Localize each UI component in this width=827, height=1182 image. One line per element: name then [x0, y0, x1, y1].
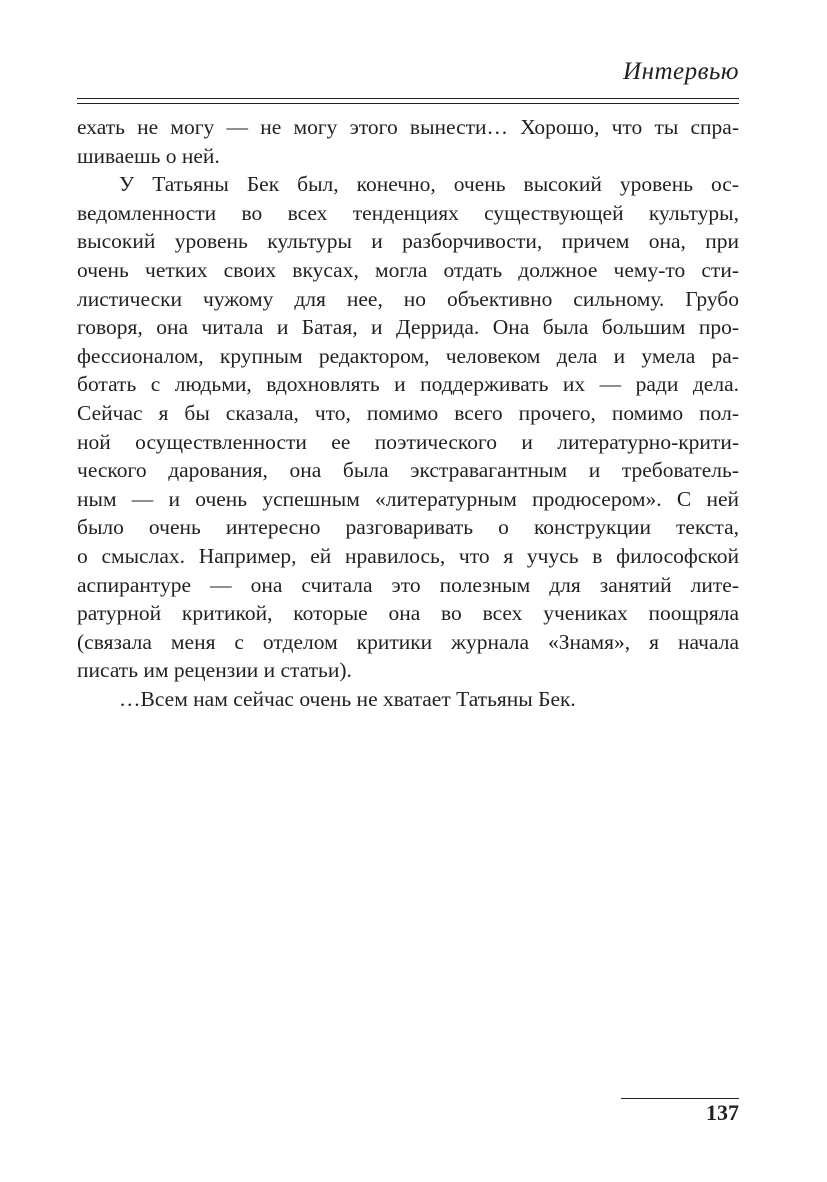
text-line: ботать с людьми, вдохновлять и поддерживать их — ради дела.	[77, 372, 739, 397]
text-line: фессионалом, крупным редактором, человеком дела и умела ра-	[77, 343, 739, 368]
header-rule-lower	[77, 103, 739, 104]
text-line: (связала меня с отделом критики журнала «Знамя», я начала	[77, 629, 739, 654]
text-line: листически чужому для нее, но объективно сильному. Грубо	[77, 286, 739, 311]
text-line: аспирантуре — она считала это полезным для занятий лите-	[77, 572, 739, 597]
text-line: ным — и очень успешным «литературным продюсером». С ней	[77, 486, 739, 511]
text-line: говоря, она читала и Батая, и Деррида. Она была большим про-	[77, 315, 739, 340]
text-line: ехать не могу — не могу этого вынести… Хорошо, что ты спра-	[77, 115, 739, 139]
text-line: было очень интересно разговаривать о конструкции текста,	[77, 515, 739, 540]
body-text	[77, 113, 739, 713]
running-head-title: Интервью	[623, 58, 739, 85]
text-line: высокий уровень культуры и разборчивости, причем она, при	[77, 229, 739, 254]
paragraph	[77, 113, 739, 170]
text-line: ратурной критикой, которые она во всех учениках поощряла	[77, 601, 739, 626]
text-line: писать им рецензии и статьи).	[77, 658, 352, 683]
text-line: ческого дарования, она была экстравагантным и требователь-	[77, 458, 739, 483]
text-line: ной осуществленности ее поэтического и литературно-крити-	[77, 429, 739, 454]
paragraph	[77, 685, 739, 714]
text-line: Сейчас я бы сказала, что, помимо всего прочего, помимо пол-	[77, 400, 739, 425]
text-line: ведомленности во всех тенденциях существующей культуры,	[77, 200, 739, 225]
footer-rule	[621, 1098, 739, 1099]
text-line: очень четких своих вкусах, могла отдать должное чему-то сти-	[77, 257, 739, 282]
text-line: шиваешь о ней.	[77, 143, 220, 168]
text-line: У Татьяны Бек был, конечно, очень высокий уровень ос-	[119, 172, 739, 197]
text-line: о смыслах. Например, ей нравилось, что я учусь в философской	[77, 543, 739, 568]
text-line: …Всем нам сейчас очень не хватает Татьяны Бек.	[119, 686, 576, 711]
page-number: 137	[706, 1100, 739, 1125]
header-rule-upper	[77, 98, 739, 99]
paragraph	[77, 170, 739, 685]
